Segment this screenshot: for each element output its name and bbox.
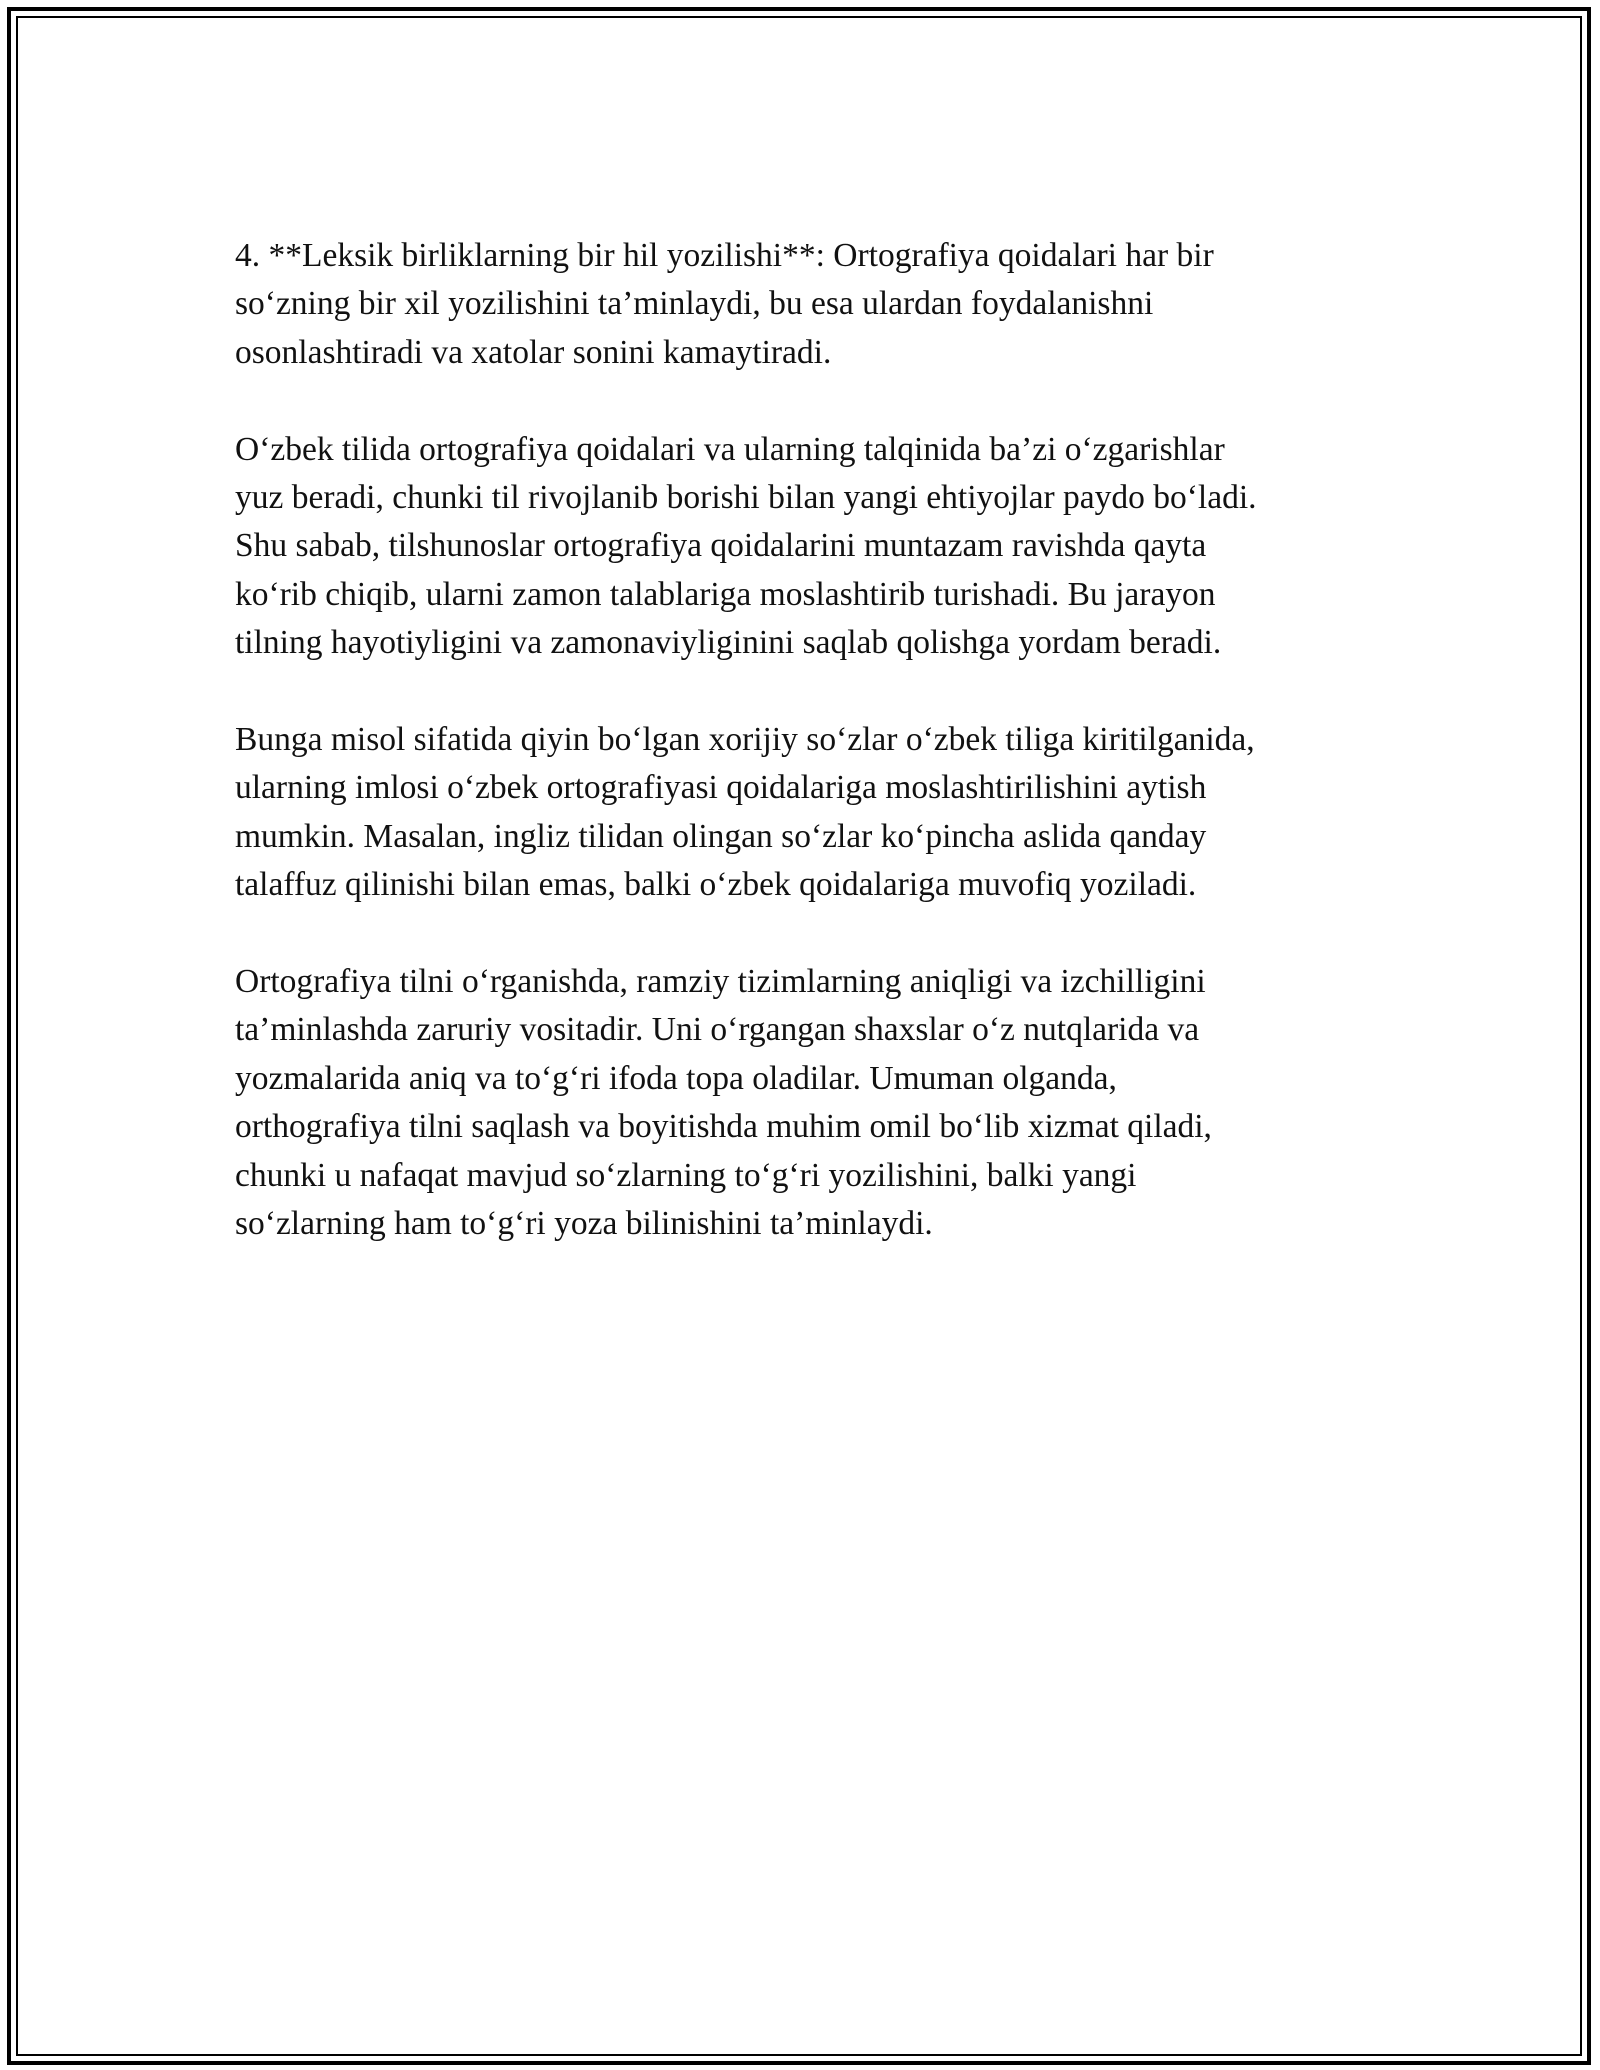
paragraph-spelling-consistency: 4. **Leksik birliklarning bir hil yozilishi**: Ortografiya qoidalari har bir so‘zning bir xil yozilishini ta’minlaydi, bu esa ulardan foydalanishni osonlashtiradi va xatolar sonini kamaytiradi. (235, 237, 1214, 371)
paragraph-orthography-changes: O‘zbek tilida ortografiya qoidalari va ularning talqinida ba’zi o‘zgarishlar yuz beradi, chunki til rivojlanib borishi bilan yangi ehtiyojlar paydo bo‘ladi. Shu sabab, tilshunoslar ortografiya qoidalarini muntazam ravishda qayta ko‘rib chiqib, ularni zamon talablariga moslashtirib turishadi. Bu jarayon tilning hayotiyligini va zamonaviyliginini saqlab qolishga yordam beradi. (235, 430, 1257, 662)
document-body (235, 232, 1375, 1297)
paragraph-conclusion: Ortografiya tilni o‘rganishda, ramziy tizimlarning aniqligi va izchilligini ta’minlashda zaruriy vositadir. Uni o‘rgangan shaxslar o‘z nutqlarida va yozmalarida aniq va to‘g‘ri ifoda topa oladilar. Umuman olganda, orthografiya tilni saqlash va boyitishda muhim omil bo‘lib xizmat qiladi, chunki u nafaqat mavjud so‘zlarning to‘g‘ri yozilishini, balki yangi so‘zlarning ham to‘g‘ri yoza bilinishini ta’minlaydi. (235, 963, 1212, 1243)
paragraph-foreign-words-example: Bunga misol sifatida qiyin bo‘lgan xorijiy so‘zlar o‘zbek tiliga kiritilganida, ularning imlosi o‘zbek ortografiyasi qoidalariga moslashtirilishini aytish mumkin. Masalan, ingliz tilidan olingan so‘zlar ko‘pincha aslida qanday talaffuz qilinishi bilan emas, balki o‘zbek qoidalariga muvofiq yoziladi. (235, 721, 1255, 904)
